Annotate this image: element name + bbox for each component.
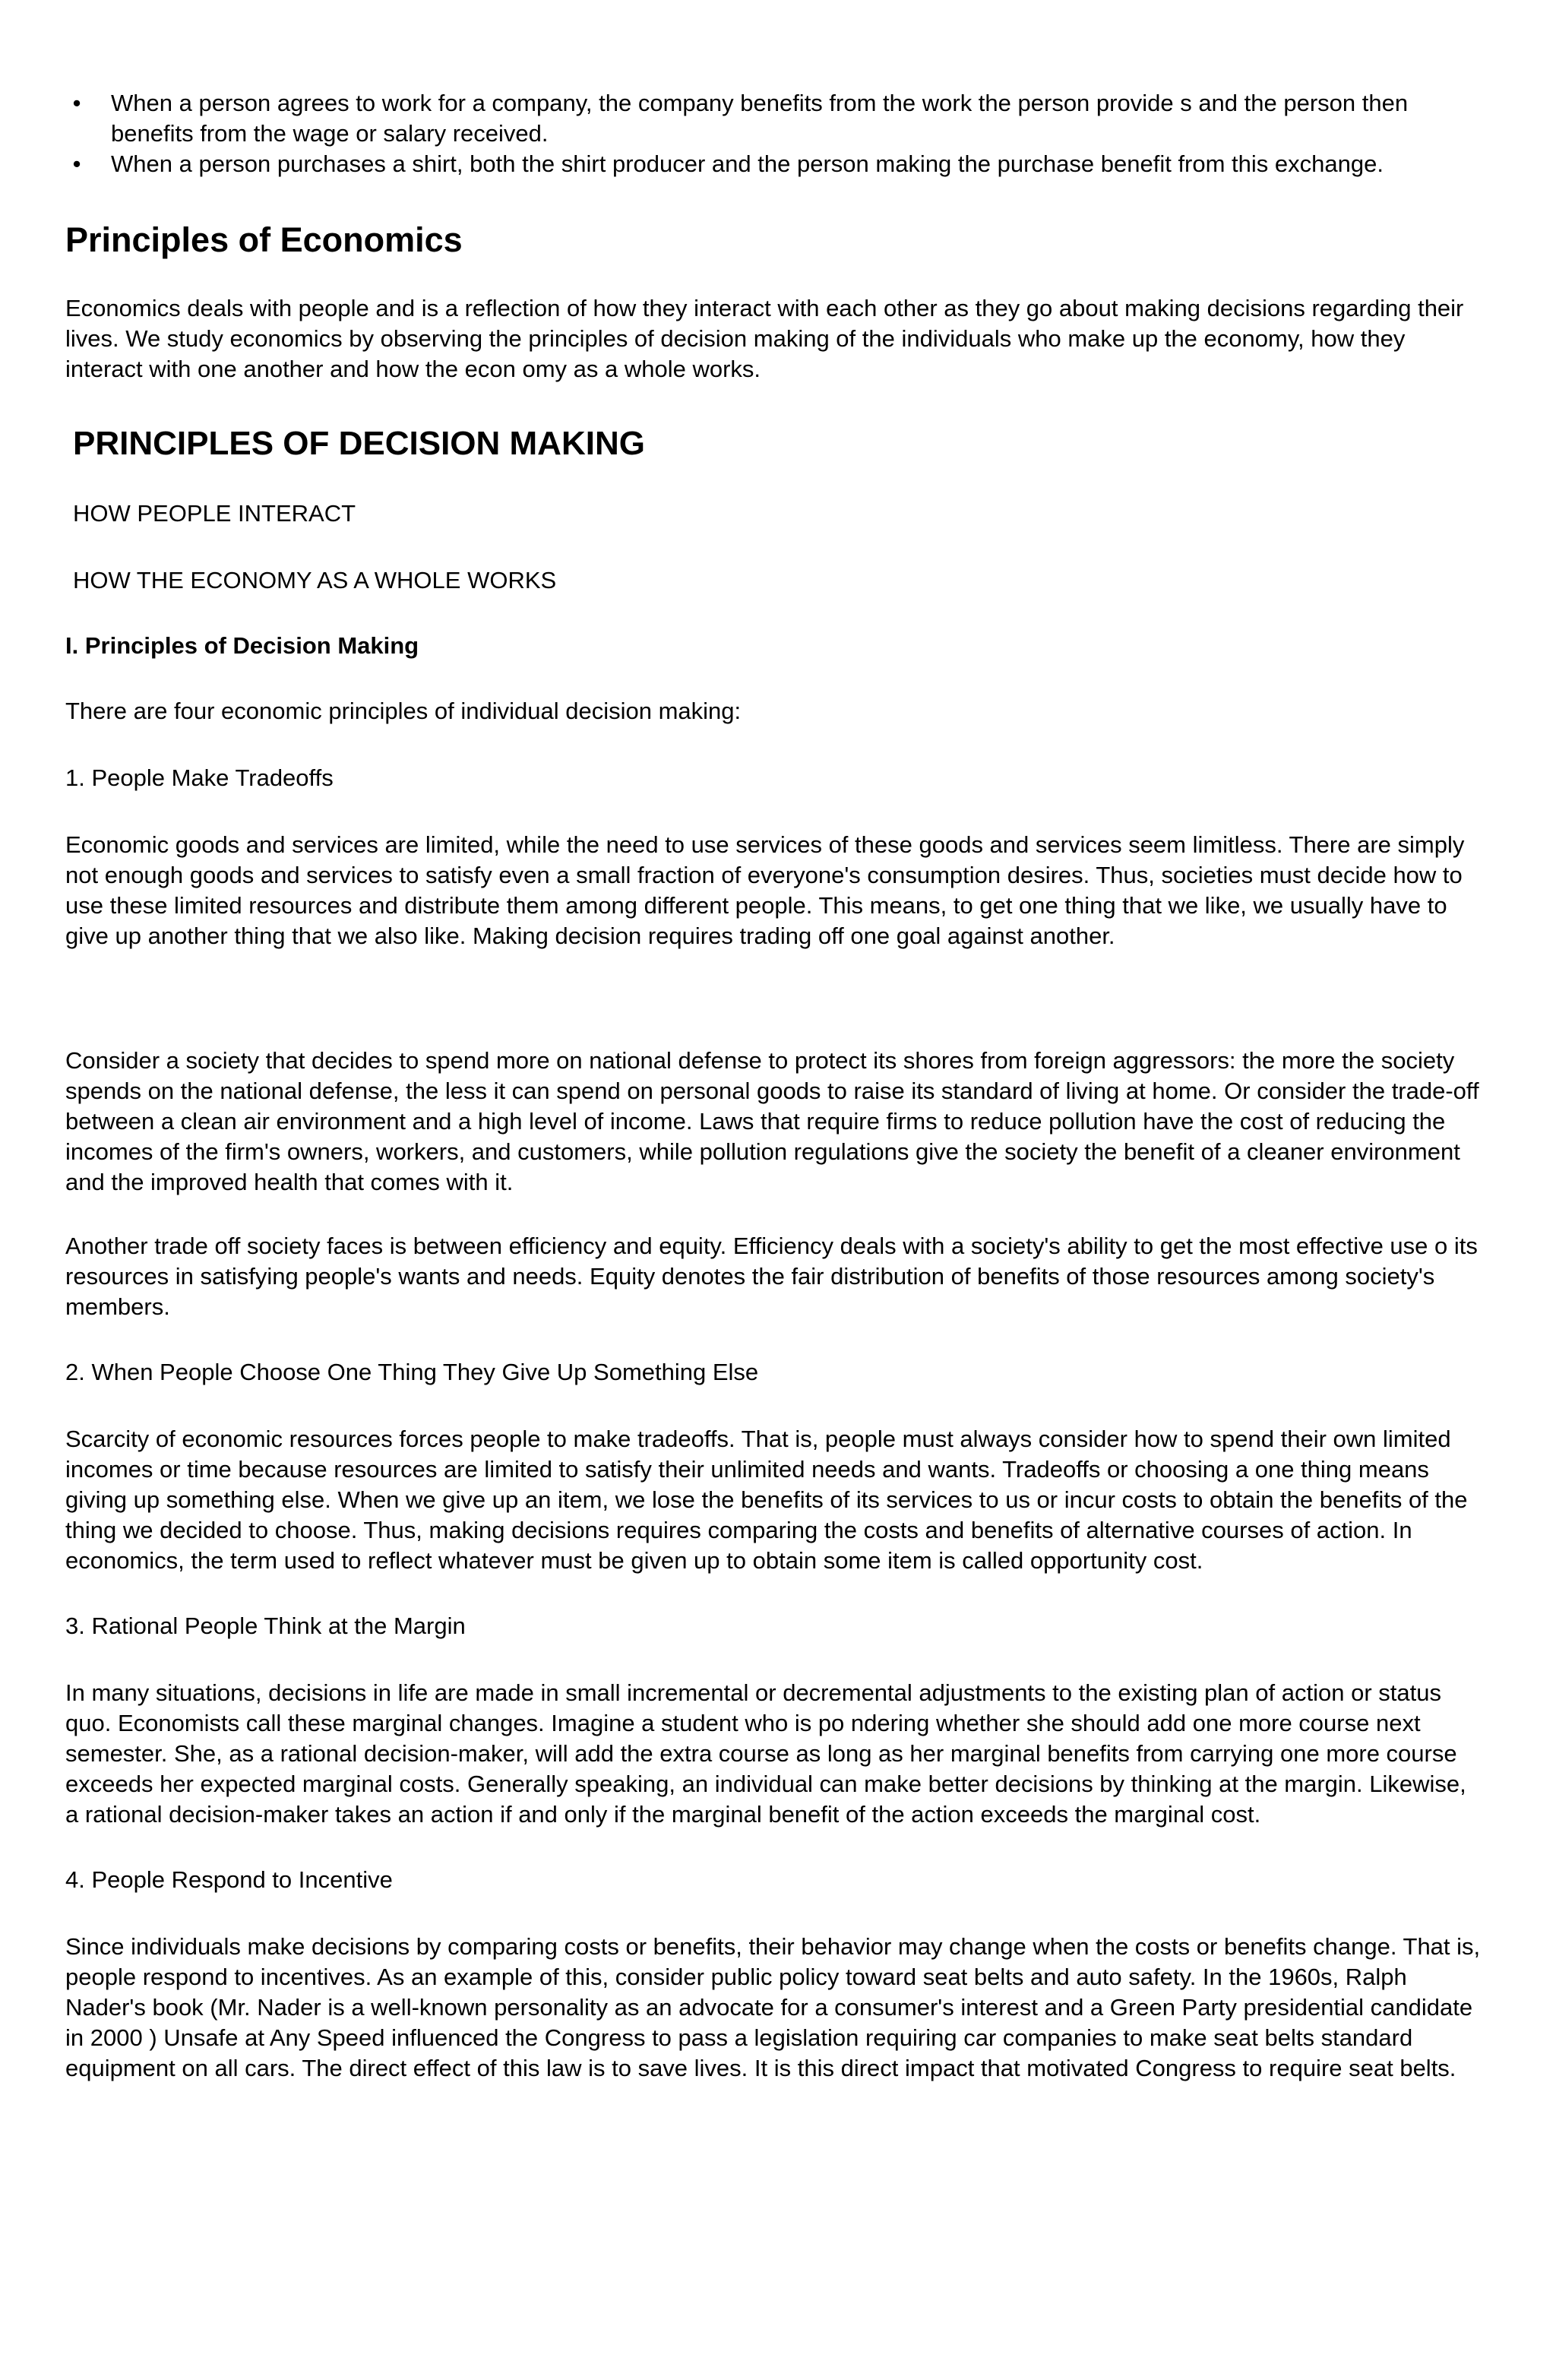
principle-1-paragraph-3: Another trade off society faces is between efficiency and equity. Efficiency deals with a society's ability to get the most effective use o its resources in satisfying people's wants and needs. Equity denotes the fair distribution of benefits of those resources among society's members. xyxy=(65,1233,1478,1320)
bullet-list xyxy=(65,88,1483,179)
principle-1-title: 1. People Make Tradeoffs xyxy=(65,764,334,791)
document-page xyxy=(65,88,1483,2084)
section-heading: I. Principles of Decision Making xyxy=(65,632,419,659)
bullet-text: When a person purchases a shirt, both the shirt producer and the person making the purchase benefit from this exchange. xyxy=(111,150,1384,177)
bullet-text: When a person agrees to work for a company, the company benefits from the work the person provide s and the person then benefits from the wage or salary received. xyxy=(111,90,1409,147)
four-principles-intro: There are four economic principles of individual decision making: xyxy=(65,698,742,724)
principle-3-paragraph: In many situations, decisions in life are made in small incremental or decremental adjustments to the existing plan of action or status quo. Economists call these marginal changes. Imagine a student who is po ndering whether she should add one more course next semester. She, as a rational decision-maker, will add the extra course as long as her marginal benefits from carrying one more course exceeds her expected marginal costs. Generally speaking, an individual can make better decisions by thinking at the margin. Likewise, a rational decision-maker takes an action if and only if the marginal benefit of the action exceeds the marginal cost. xyxy=(65,1679,1466,1828)
bullet-dot-icon: • xyxy=(72,150,81,177)
bullet-dot-icon: • xyxy=(72,90,81,116)
bullet-item xyxy=(65,149,1483,179)
principle-3-title: 3. Rational People Think at the Margin xyxy=(65,1613,466,1639)
principle-4-paragraph: Since individuals make decisions by comparing costs or benefits, their behavior may change when the costs or benefits change. That is, people respond to incentives. As an example of this, consider public policy toward seat belts and auto safety. In the 1960s, Ralph Nader's book (Mr. Nader is a well-known personality as an advocate for a consumer's interest and a Green Party presidential candidate in 2000 ) Unsafe at Any Speed influenced the Congress to pass a legislation requiring car companies to make seat belts standard equipment on all cars. The direct effect of this law is to save lives. It is this direct impact that motivated Congress to require seat belts. xyxy=(65,1933,1481,2081)
principle-1-paragraph-2: Consider a society that decides to spend more on national defense to protect its shores from foreign aggressors: the more the society spends on the national defense, the less it can spend on personal goods to raise its standard of living at home. Or consider the trade-off between a clean air environment and a high level of income. Laws that require firms to reduce pollution have the cost of reducing the incomes of the firm's owners, workers, and customers, while pollution regulations give the society the benefit of a cleaner environment and the improved health that comes with it. xyxy=(65,1047,1479,1195)
intro-paragraph: Economics deals with people and is a reflection of how they interact with each other as they go about making decisions regarding their lives. We study economics by observing the principles of decision making of the individuals who make up the economy, how they interact with one another and how the econ omy as a whole works. xyxy=(65,295,1464,382)
list-line-economy: HOW THE ECONOMY AS A WHOLE WORKS xyxy=(73,567,557,593)
list-line-interact: HOW PEOPLE INTERACT xyxy=(73,500,356,527)
decision-making-heading: PRINCIPLES OF DECISION MAKING xyxy=(73,425,645,462)
principle-4-title: 4. People Respond to Incentive xyxy=(65,1866,393,1893)
principle-1-paragraph: Economic goods and services are limited, while the need to use services of these goods and services seem limitless. There are simply not enough goods and services to satisfy even a small fraction of everyone's consumption desires. Thus, societies must decide how to use these limited resources and distribute them among different people. This means, to get one thing that we like, we usually have to give up another thing that we also like. Making decision requires trading off one goal against another. xyxy=(65,831,1465,949)
principles-heading: Principles of Economics xyxy=(65,220,463,259)
principle-2-paragraph: Scarcity of economic resources forces people to make tradeoffs. That is, people must always consider how to spend their own limited incomes or time because resources are limited to satisfy their unlimited needs and wants. Tradeoffs or choosing a one thing means giving up something else. When we give up an item, we lose the benefits of its services to us or incur costs to obtain the benefits of the thing we decided to choose. Thus, making decisions requires comparing the costs and benefits of alternative courses of action. In economics, the term used to reflect whatever must be given up to obtain some item is called opportunity cost. xyxy=(65,1426,1468,1574)
bullet-item xyxy=(65,88,1483,149)
principle-2-title: 2. When People Choose One Thing They Give Up Something Else xyxy=(65,1359,759,1385)
